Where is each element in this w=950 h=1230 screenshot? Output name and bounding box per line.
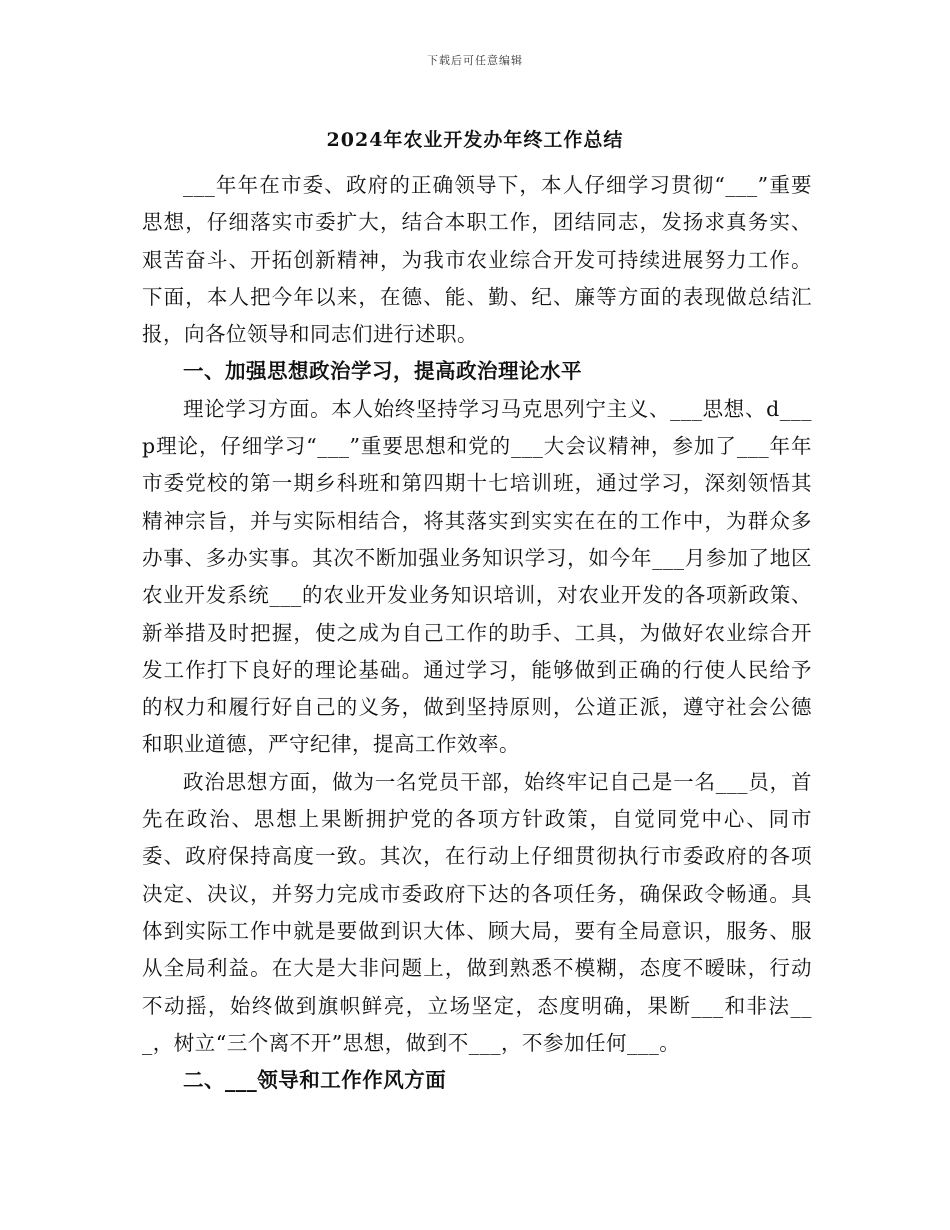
section1-paragraph-1: 理论学习方面。本人始终坚持学习马克思列宁主义、___思想、d___p理论，仔细学习“___”重要思想和党的___大会议精神，参加了___年年市委党校的第一期乡科班和第四期十七培训班，通过学习，深刻领悟其精神宗旨，并与实际相结合，将其落实到实实在在的工作中，为群众多办事、多办实事。其次不断加强业务知识学习，如今年___月参加了地区农业开发系统___的农业开发业务知识培训，对农业开发的各项新政策、新举措及时把握，使之成为自己工作的助手、工具，为做好农业综合开发工作打下良好的理论基础。通过学习，能够做到正确的行使人民给予的权力和履行好自己的义务，做到坚持原则，公道正派，遵守社会公德和职业道德，严守纪律，提高工作效率。 [142, 396, 812, 757]
document-title: 2024年农业开发办年终工作总结 [326, 129, 624, 151]
section-heading-1: 一、加强思想政治学习，提高政治理论水平 [183, 359, 582, 384]
section-heading-2: 二、___领导和工作作风方面 [183, 1068, 447, 1093]
document-body [142, 167, 812, 1099]
intro-paragraph: ___年年在市委、政府的正确领导下，本人仔细学习贯彻“___”重要思想，仔细落实市委扩大，结合本职工作，团结同志，发扬求真务实、艰苦奋斗、开拓创新精神，为我市农业综合开发可持续进展努力工作。下面，本人把今年以来，在德、能、勤、纪、廉等方面的表现做总结汇报，向各位领导和同志们进行述职。 [142, 173, 812, 347]
section1-paragraph-2: 政治思想方面，做为一名党员干部，始终牢记自己是一名___员，首先在政治、思想上果断拥护党的各项方针政策，自觉同党中心、同市委、政府保持高度一致。其次，在行动上仔细贯彻执行市委政府的各项决定、决议，并努力完成市委政府下达的各项任务，确保政令畅通。具体到实际工作中就是要做到识大体、顾大局，要有全局意识，服务、服从全局利益。在大是大非问题上，做到熟悉不模糊，态度不暧昧，行动不动摇，始终做到旗帜鲜亮，立场坚定，态度明确，果断___和非法___，树立“三个离不开”思想，做到不___，不参加任何___。 [142, 769, 812, 1055]
page-header-note: 下载后可任意编辑 [427, 54, 523, 67]
